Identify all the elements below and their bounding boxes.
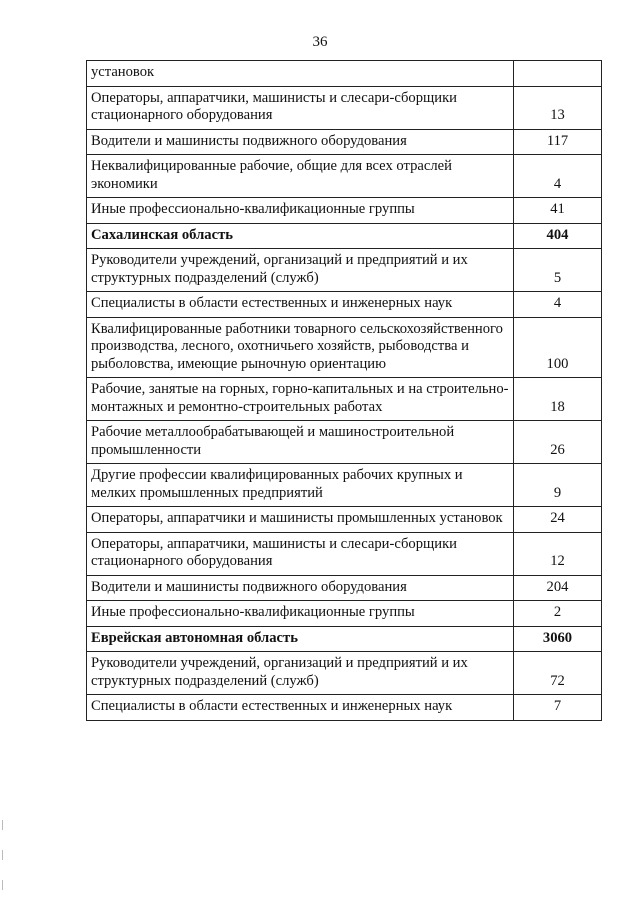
count-cell: 12 xyxy=(514,532,602,575)
table-row xyxy=(87,507,602,533)
table-row xyxy=(87,378,602,421)
table-row xyxy=(87,155,602,198)
table-row xyxy=(87,86,602,129)
occupation-table xyxy=(86,60,602,721)
table-row xyxy=(87,129,602,155)
region-name-cell: Сахалинская область xyxy=(87,223,514,249)
page-number: 36 xyxy=(312,34,328,50)
table-row xyxy=(87,601,602,627)
table-row xyxy=(87,532,602,575)
table-row xyxy=(87,575,602,601)
count-cell: 5 xyxy=(514,249,602,292)
scan-margin-mark xyxy=(2,820,3,830)
count-cell: 4 xyxy=(514,155,602,198)
region-row xyxy=(87,626,602,652)
occupation-name-cell: Квалифицированные работники товарного сельскохозяйственного производства, лесного, охотничьего хозяйств, рыбоводства и рыболовства, имеющие рыночную ориентацию xyxy=(87,317,514,378)
count-cell: 13 xyxy=(514,86,602,129)
count-cell: 41 xyxy=(514,198,602,224)
table-row xyxy=(87,421,602,464)
count-cell: 204 xyxy=(514,575,602,601)
occupation-name-cell: Операторы, аппаратчики, машинисты и слесари-сборщики стационарного оборудования xyxy=(87,532,514,575)
table-row xyxy=(87,198,602,224)
count-cell: 26 xyxy=(514,421,602,464)
occupation-name-cell: Рабочие металлообрабатывающей и машиностроительной промышленности xyxy=(87,421,514,464)
region-total-cell: 3060 xyxy=(514,626,602,652)
count-cell: 9 xyxy=(514,464,602,507)
table-row xyxy=(87,652,602,695)
occupation-name-cell: Иные профессионально-квалификационные группы xyxy=(87,601,514,627)
occupation-name-cell: Водители и машинисты подвижного оборудования xyxy=(87,575,514,601)
occupation-name-cell: Руководители учреждений, организаций и предприятий и их структурных подразделений (служб) xyxy=(87,652,514,695)
region-row xyxy=(87,223,602,249)
occupation-name-cell: Специалисты в области естественных и инженерных наук xyxy=(87,695,514,721)
count-cell: 18 xyxy=(514,378,602,421)
table-row xyxy=(87,249,602,292)
occupation-name-cell: установок xyxy=(87,61,514,87)
region-name-cell: Еврейская автономная область xyxy=(87,626,514,652)
occupation-name-cell: Другие профессии квалифицированных рабочих крупных и мелких промышленных предприятий xyxy=(87,464,514,507)
count-cell: 117 xyxy=(514,129,602,155)
table-row xyxy=(87,464,602,507)
table-row xyxy=(87,61,602,87)
occupation-name-cell: Операторы, аппаратчики, машинисты и слесари-сборщики стационарного оборудования xyxy=(87,86,514,129)
region-total-cell: 404 xyxy=(514,223,602,249)
table-row xyxy=(87,292,602,318)
occupation-name-cell: Иные профессионально-квалификационные группы xyxy=(87,198,514,224)
occupation-name-cell: Неквалифицированные рабочие, общие для всех отраслей экономики xyxy=(87,155,514,198)
table-row xyxy=(87,695,602,721)
count-cell: 4 xyxy=(514,292,602,318)
occupation-table-body xyxy=(87,61,602,721)
scan-margin-mark xyxy=(2,850,3,860)
count-cell xyxy=(514,61,602,87)
scan-margin-mark xyxy=(2,880,3,890)
table-row xyxy=(87,317,602,378)
occupation-name-cell: Рабочие, занятые на горных, горно-капитальных и на строительно-монтажных и ремонтно-строительных работах xyxy=(87,378,514,421)
count-cell: 72 xyxy=(514,652,602,695)
occupation-name-cell: Специалисты в области естественных и инженерных наук xyxy=(87,292,514,318)
count-cell: 100 xyxy=(514,317,602,378)
count-cell: 24 xyxy=(514,507,602,533)
occupation-name-cell: Руководители учреждений, организаций и предприятий и их структурных подразделений (служб) xyxy=(87,249,514,292)
count-cell: 2 xyxy=(514,601,602,627)
count-cell: 7 xyxy=(514,695,602,721)
occupation-name-cell: Водители и машинисты подвижного оборудования xyxy=(87,129,514,155)
occupation-name-cell: Операторы, аппаратчики и машинисты промышленных установок xyxy=(87,507,514,533)
